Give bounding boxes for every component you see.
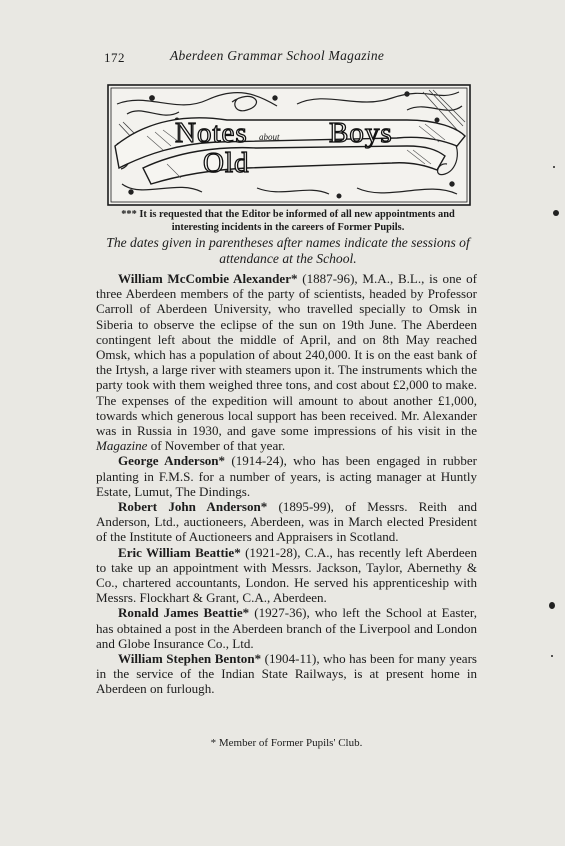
notes-about-old-boys-banner: [107, 84, 471, 206]
running-head: Aberdeen Grammar School Magazine: [170, 48, 385, 63]
entry-ronald-james-beattie: [96, 605, 477, 651]
print-speck: [553, 210, 559, 216]
entry-text: (1921-28), C.A., has recently left Aberdeen to take up an appointment with Messrs. Jackson, Taylor, Abernethy & Co., chartered accountants, London. He served his apprenticeship with Messrs. Flockhart & Grant, C.A., Aberdeen.: [96, 544, 477, 606]
entry-george-anderson: [96, 453, 477, 499]
entry-text: (1914-24), who has been engaged in rubber planting in F.M.S. for a number of years, is acting manager at Huntly Estate, Lumut, The Dindings.: [96, 453, 477, 499]
entry-name: Robert John Anderson*: [118, 499, 268, 515]
entry-robert-john-anderson: [96, 499, 477, 545]
banner-word-notes: Notes: [175, 117, 248, 149]
banner-word-boys: Boys: [329, 117, 393, 149]
banner-word-about: about: [259, 132, 280, 142]
entry-text: (1895-99), of Messrs. Reith and Anderson, Ltd., auctioneers, Aberdeen, was in March elected President of the Institute of Auctioneers and Appraisers in Scotland.: [96, 499, 477, 545]
entry-name: Eric William Beattie*: [118, 544, 241, 560]
print-speck: [549, 602, 555, 609]
page-number: 172: [104, 50, 125, 65]
entry-name: William McCombie Alexander*: [118, 271, 298, 286]
entry-eric-william-beattie: [96, 545, 477, 606]
entry-text: (1927-36), who left the School at Easter, has obtained a post in the Aberdeen branch of the Liverpool and London and Globe Insurance Co., Ltd.: [96, 605, 477, 651]
entry-william-mccombie-alexander: [96, 271, 477, 453]
sessions-explanation-note: The dates given in parentheses after names indicate the sessions of attendance at the School.: [106, 235, 470, 266]
entry-text: (1887-96), M.A., B.L., is one of three Aberdeen members of the party of scientists, headed by Professor Carroll of Aberdeen University, who travelled specially to Omsk in Siberia to observe the eclipse of the sun on 19th June. The Aberdeen contingent left about the middle of April, and on 8th May reached Omsk, which has a population of about 240,000. It is on the east bank of the Irtysh, a large river with steamers upon it. The instruments which the party took with them weighed three tons, and cost about £2,000 to make. The expenses of the expedition will amount to about another £1,000, towards which generous local support has been received. Mr. Alexander was in Russia in 1930, and gave some impressions of his visit in the: [96, 271, 477, 439]
entry-text-continued: of November of that year.: [147, 438, 286, 454]
old-boys-notes-body: [96, 271, 477, 697]
entry-text: (1904-11), who has been for many years in the service of the Indian State Railways, is at present home in Aberdeen on furlough.: [96, 651, 478, 697]
print-speck: [553, 166, 555, 168]
entry-name: William Stephen Benton*: [118, 651, 262, 667]
banner-word-old: Old: [203, 147, 250, 179]
entry-name: Ronald James Beattie*: [118, 605, 250, 621]
entry-magazine-reference: Magazine: [96, 438, 148, 454]
editor-request-note: *** It is requested that the Editor be informed of all new appointments and interesting incidents in the careers of Former Pupils.: [121, 209, 455, 233]
entry-name: George Anderson*: [118, 453, 226, 469]
footnote-former-pupils-club: * Member of Former Pupils' Club.: [210, 737, 363, 749]
entry-william-stephen-benton: [96, 651, 477, 697]
print-speck: [551, 655, 553, 657]
